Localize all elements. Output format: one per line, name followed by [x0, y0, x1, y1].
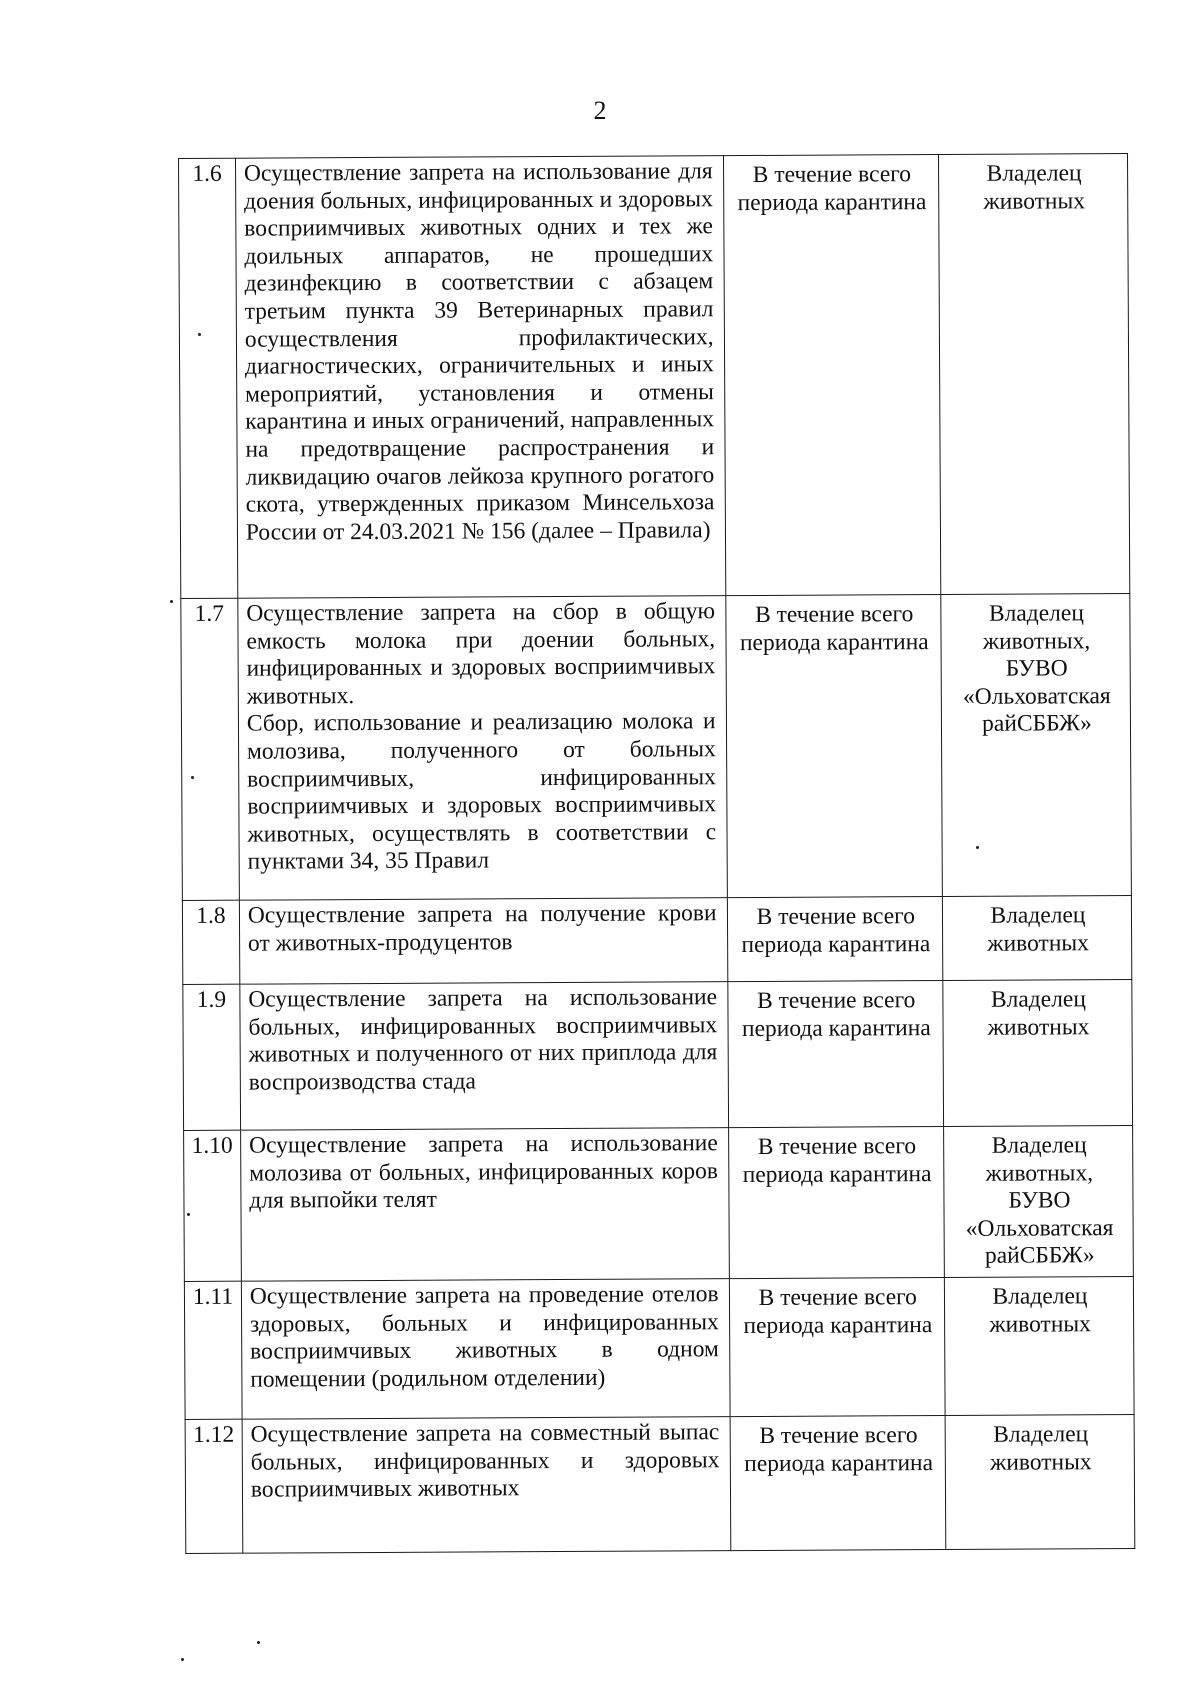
responsible-text: Владелец животных, БУВО «Ольховатская райСББЖ» — [941, 594, 1132, 897]
measure-text — [238, 596, 727, 901]
responsible-text: Владелец животных, БУВО «Ольховатская райСББЖ» — [944, 1126, 1134, 1278]
table-row — [185, 1414, 1135, 1553]
row-number: 1.11 — [184, 1281, 242, 1419]
measure-paragraph: Осуществление запрета на использование для доения больных, инфицированных и здоровых восприимчивых животных одних и тех же доильных аппаратов, не прошедших дезинфекцию в соответствии с абзацем третьим пункта 39 Ветеринарных правил осуществления профилактических, диагностических, ограничительных и иных мероприятий, установления и отмены карантина и иных ограничений, направленных на предотвращение распространения и ликвидацию очагов лейкоза крупного рогатого скота, утвержденных приказом Минсельхоза России от 24.03.2021 № 156 (далее – Правила) — [243, 158, 715, 546]
table-row — [184, 1126, 1134, 1282]
measure-paragraph: Осуществление запрета на использование молозива от больных, инфицированных коров для выпойки телят — [248, 1130, 718, 1214]
table-row — [184, 1276, 1134, 1419]
scan-speck — [181, 1658, 184, 1661]
term-text: В течение всего периода карантина — [730, 1415, 946, 1550]
measure-text — [239, 898, 727, 985]
measure-paragraph: Осуществление запрета на сбор в общую емкость молока при доении больных, инфицированных и здоровых восприимчивых животных. — [246, 598, 716, 710]
measure-paragraph: Осуществление запрета на совместный выпас больных, инфицированных и здоровых восприимчивых животных — [250, 1419, 720, 1503]
measure-paragraph: Сбор, использование и реализацию молока и молозива, полученного от больных восприимчивых, инфицированных восприимчивых и здоровых восприимчивых животных, осуществлять в соответствии с пунктами 34, 35 Правил — [246, 708, 717, 875]
measure-paragraph: Осуществление запрета на использование больных, инфицированных восприимчивых животных и полученного от них приплода для воспроизводства стада — [248, 984, 718, 1096]
scan-speck — [198, 333, 201, 336]
measure-text — [241, 1279, 729, 1420]
row-number: 1.12 — [185, 1419, 243, 1553]
term-text: В течение всего периода карантина — [729, 1277, 945, 1416]
term-text: В течение всего периода карантина — [723, 155, 941, 596]
responsible-text: Владелец животных — [945, 1414, 1135, 1549]
table-row — [182, 896, 1131, 985]
measure-text — [235, 156, 725, 599]
term-text: В течение всего периода карантина — [725, 595, 942, 898]
responsible-text: Владелец животных — [942, 896, 1131, 981]
scan-speck — [976, 846, 979, 849]
table-row — [179, 154, 1130, 599]
row-number: 1.6 — [179, 158, 238, 598]
measures-table — [178, 153, 1135, 1554]
row-number: 1.10 — [184, 1130, 242, 1281]
table-row — [181, 594, 1132, 901]
measure-text — [240, 982, 728, 1131]
term-text: В течение всего периода карантина — [727, 897, 943, 982]
responsible-text: Владелец животных — [943, 980, 1133, 1127]
row-number: 1.9 — [183, 984, 241, 1130]
scan-speck — [187, 1213, 190, 1216]
row-number: 1.7 — [181, 598, 239, 900]
table-row — [183, 980, 1133, 1131]
page-number: 2 — [593, 96, 607, 125]
measure-text — [240, 1128, 728, 1282]
measure-text — [242, 1417, 730, 1554]
responsible-text: Владелец животных — [944, 1276, 1134, 1415]
scan-speck — [191, 776, 194, 779]
scan-speck — [257, 1641, 260, 1644]
scan-speck — [170, 600, 173, 603]
measure-paragraph: Осуществление запрета на проведение отелов здоровых, больных и инфицированных восприимчивых животных в одном помещении (родильном отделении) — [249, 1281, 719, 1393]
row-number: 1.8 — [182, 900, 239, 984]
measure-paragraph: Осуществление запрета на получение крови от животных-продуцентов — [247, 900, 717, 957]
term-text: В течение всего периода карантина — [727, 981, 943, 1128]
term-text: В течение всего периода карантина — [728, 1127, 944, 1279]
responsible-text: Владелец животных — [938, 154, 1129, 595]
